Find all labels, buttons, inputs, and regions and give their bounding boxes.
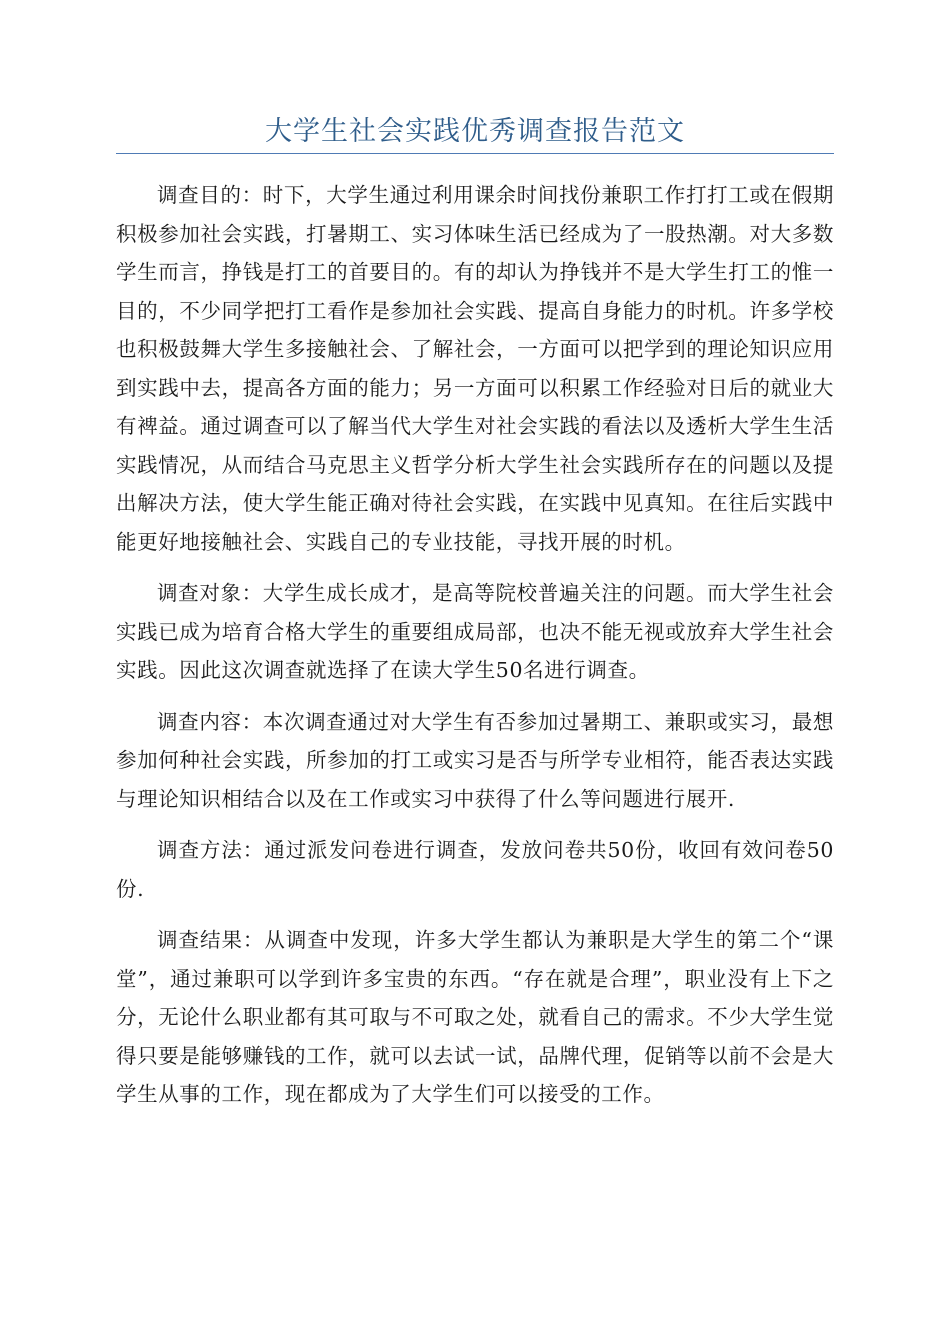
paragraph-results: 调查结果：从调查中发现，许多大学生都认为兼职是大学生的第二个“课堂”，通过兼职可以学到许多宝贵的东西。“存在就是合理”，职业没有上下之分，无论什么职业都有其可取与不可取之处，就看自己的需求。不少大学生觉得只要是能够赚钱的工作，就可以去试一试，品牌代理，促销等以前不会是大学生从事的工作，现在都成为了大学生们可以接受的工作。 (116, 928, 834, 1106)
document-body (116, 176, 834, 1127)
title-underline (116, 153, 834, 154)
paragraph-subjects: 调查对象：大学生成长成才，是高等院校普遍关注的问题。而大学生社会实践已成为培育合格大学生的重要组成局部，也决不能无视或放弃大学生社会实践。因此这次调查就选择了在读大学生50名进行调查。 (116, 581, 834, 682)
paragraph-method: 调查方法：通过派发问卷进行调查，发放问卷共50份，收回有效问卷50份. (116, 838, 835, 901)
paragraph-content: 调查内容：本次调查通过对大学生有否参加过暑期工、兼职或实习，最想参加何种社会实践，所参加的打工或实习是否与所学专业相符，能否表达实践与理论知识相结合以及在工作或实习中获得了什么等问题进行展开. (116, 709, 834, 811)
document-title: 大学生社会实践优秀调查报告范文 (265, 116, 685, 147)
paragraph-purpose: 调查目的：时下，大学生通过利用课余时间找份兼职工作打打工或在假期积极参加社会实践，打暑期工、实习体味生活已经成为了一股热潮。对大多数学生而言，挣钱是打工的首要目的。有的却认为挣钱并不是大学生打工的惟一目的，不少同学把打工看作是参加社会实践、提高自身能力的时机。许多学校也积极鼓舞大学生多接触社会、了解社会，一方面可以把学到的理论知识应用到实践中去，提高各方面的能力；另一方面可以积累工作经验对日后的就业大有裨益。通过调查可以了解当代大学生对社会实践的看法以及透析大学生生活实践情况，从而结合马克思主义哲学分析大学生社会实践所存在的问题以及提出解决方法，使大学生能正确对待社会实践，在实践中见真知。在往后实践中能更好地接触社会、实践自己的专业技能，寻找开展的时机。 (116, 183, 834, 554)
